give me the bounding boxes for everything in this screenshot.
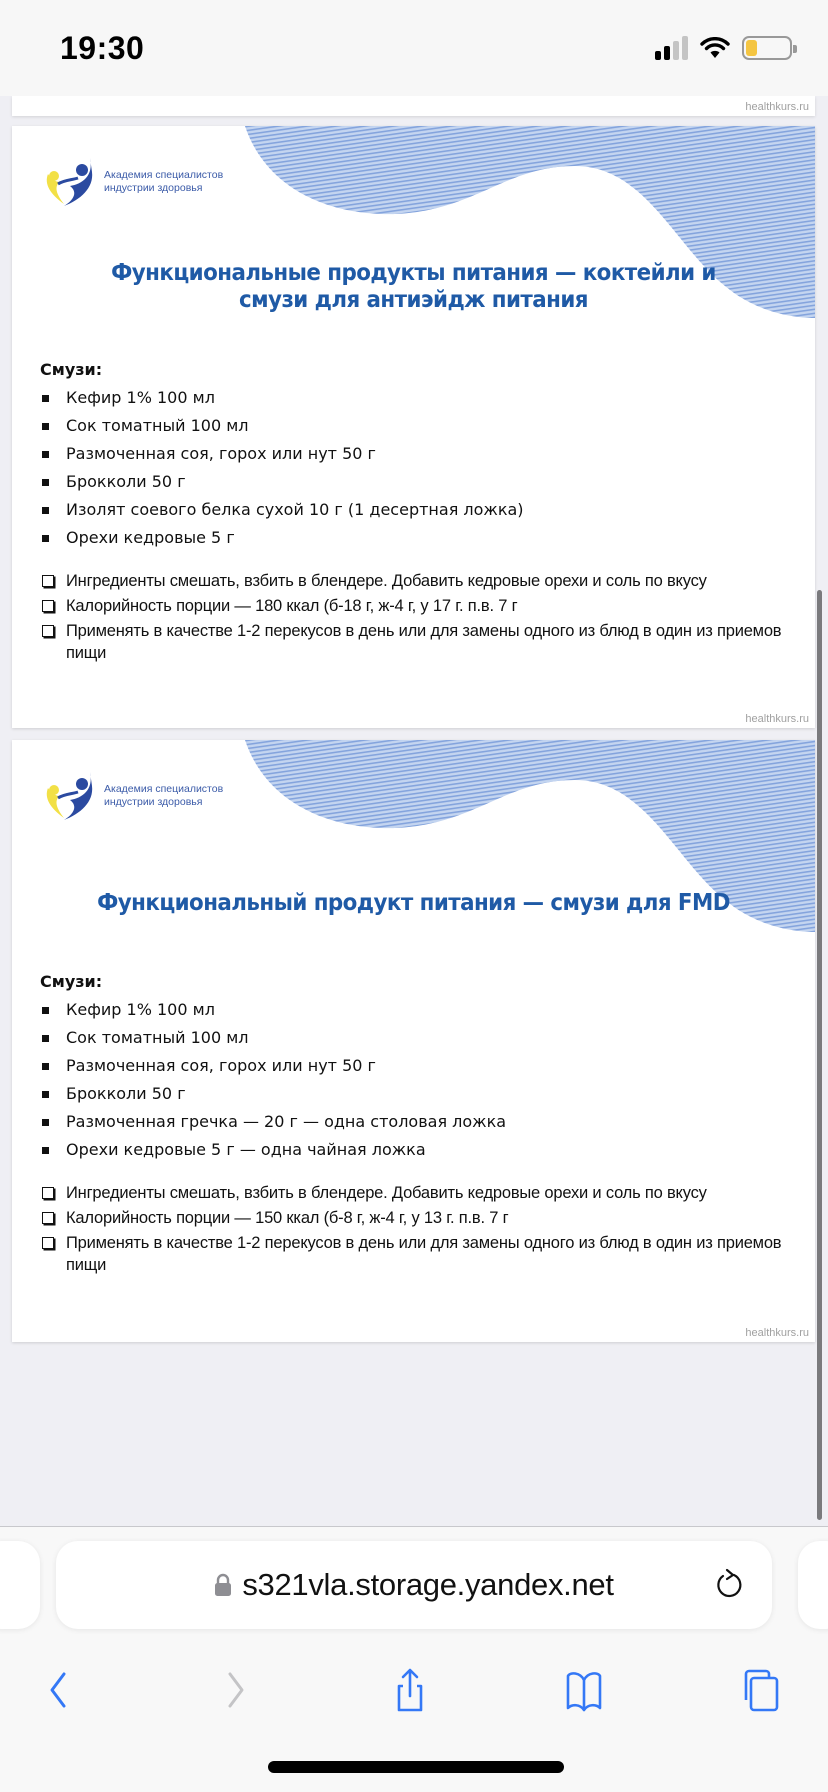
section-heading: Смузи: [40, 972, 103, 991]
signal-bar [655, 51, 661, 60]
ingredient-text: Изолят соевого белка сухой 10 г (1 десертная ложка) [66, 500, 524, 519]
bullet-square-icon [42, 535, 49, 542]
logo-text [104, 169, 223, 195]
bullet-square-icon [42, 1007, 49, 1014]
note-text: Ингредиенты смешать, взбить в блендере. Добавить кедровые орехи и соль по вкусу [66, 1184, 707, 1202]
ingredient-item [40, 468, 810, 496]
slide-title-line1: Функциональный продукт питания — смузи для FMD [97, 890, 730, 916]
bullet-square-icon [42, 1147, 49, 1154]
ingredient-text: Орехи кедровые 5 г [66, 528, 235, 547]
notes-list [40, 570, 810, 664]
status-icons [655, 36, 792, 60]
logo-line2: индустрии здоровья [104, 182, 203, 194]
wifi-icon [700, 37, 730, 59]
note-item [40, 1232, 810, 1276]
scrollbar[interactable] [817, 590, 822, 1520]
status-bar [0, 0, 828, 96]
lock-icon [214, 1573, 232, 1597]
ingredient-text: Брокколи 50 г [66, 1084, 186, 1103]
ingredient-item [40, 1080, 810, 1108]
note-item [40, 570, 810, 592]
ingredient-text: Орехи кедровые 5 г — одна чайная ложка [66, 1140, 426, 1159]
battery-fill [746, 40, 757, 56]
ingredient-text: Сок томатный 100 мл [66, 416, 249, 435]
smoothie-recipe [40, 972, 810, 1279]
bullet-square-icon [42, 395, 49, 402]
ingredient-item [40, 1052, 810, 1080]
ingredient-text: Размоченная соя, горох или нут 50 г [66, 1056, 376, 1075]
address-bar[interactable] [56, 1541, 772, 1629]
slide-fmd-smoothie [12, 740, 815, 1342]
section-heading: Смузи: [40, 360, 103, 379]
watermark: healthkurs.ru [745, 713, 809, 725]
note-text: Применять в качестве 1-2 перекусов в день или для замены одного из блюд в один из приемов пищи [66, 1234, 782, 1274]
ingredient-text: Кефир 1% 100 мл [66, 388, 215, 407]
note-item [40, 1182, 810, 1204]
ingredient-item [40, 1024, 810, 1052]
checkbox-bullet-icon [42, 575, 54, 587]
forward-button[interactable] [206, 1655, 266, 1725]
notes-list [40, 1182, 810, 1276]
signal-bar [664, 46, 670, 60]
ingredient-text: Размоченная гречка — 20 г — одна столовая ложка [66, 1112, 507, 1131]
logo-line1: Академия специалистов [104, 783, 224, 795]
ingredient-text: Сок томатный 100 мл [66, 1028, 249, 1047]
bullet-square-icon [42, 507, 49, 514]
share-icon [386, 1664, 434, 1716]
share-button[interactable] [380, 1655, 440, 1725]
ingredient-list [40, 996, 810, 1164]
note-item [40, 1207, 810, 1229]
url-text: s321vla.storage.yandex.net [242, 1567, 614, 1602]
bullet-square-icon [42, 479, 49, 486]
bullet-square-icon [42, 1091, 49, 1098]
ingredient-item [40, 412, 810, 440]
note-text: Ингредиенты смешать, взбить в блендере. Добавить кедровые орехи и соль по вкусу [66, 572, 707, 590]
ingredient-list [40, 384, 810, 552]
ingredient-item [40, 1136, 810, 1164]
note-text: Калорийность порции — 180 ккал (б-18 г, ж-4 г, у 17 г. п.в. 7 г [66, 597, 518, 615]
slide-antiage-smoothie [12, 126, 815, 728]
logo-text [104, 783, 223, 809]
slide-title [40, 890, 787, 917]
slide-title-line2: смузи для антиэйдж питания [239, 287, 588, 313]
bullet-square-icon [42, 1119, 49, 1126]
bookmarks-button[interactable] [554, 1655, 614, 1725]
academy-logo [42, 768, 223, 824]
note-item [40, 620, 810, 664]
book-icon [560, 1664, 608, 1716]
note-text: Калорийность порции — 150 ккал (б-8 г, ж-4 г, у 13 г. п.в. 7 г [66, 1209, 509, 1227]
chevron-right-icon [212, 1664, 260, 1716]
cellular-signal-icon [655, 36, 688, 60]
logo-line2: индустрии здоровья [104, 796, 203, 808]
watermark: healthkurs.ru [745, 101, 809, 113]
watermark: healthkurs.ru [745, 1327, 809, 1339]
checkbox-bullet-icon [42, 600, 54, 612]
bullet-square-icon [42, 423, 49, 430]
tabs-icon [736, 1664, 784, 1716]
logo-line1: Академия специалистов [104, 169, 224, 181]
chevron-left-icon [34, 1664, 82, 1716]
bullet-square-icon [42, 451, 49, 458]
ingredient-item [40, 384, 810, 412]
ingredient-item [40, 440, 810, 468]
smoothie-recipe [40, 360, 810, 667]
checkbox-bullet-icon [42, 1237, 54, 1249]
back-button[interactable] [28, 1655, 88, 1725]
ingredient-text: Размоченная соя, горох или нут 50 г [66, 444, 376, 463]
academy-logo [42, 154, 223, 210]
battery-icon [742, 36, 792, 60]
ingredient-item [40, 1108, 810, 1136]
slide-title [40, 260, 787, 314]
web-content[interactable] [0, 96, 828, 1526]
tabs-button[interactable] [730, 1655, 790, 1725]
note-item [40, 595, 810, 617]
signal-bar [682, 36, 688, 60]
next-tab-peek[interactable] [798, 1541, 828, 1629]
academy-logo-icon [42, 768, 98, 824]
academy-logo-icon [42, 154, 98, 210]
note-text: Применять в качестве 1-2 перекусов в день или для замены одного из блюд в один из приемов пищи [66, 622, 782, 662]
battery-nub [793, 45, 797, 53]
signal-bar [673, 41, 679, 60]
checkbox-bullet-icon [42, 1212, 54, 1224]
previous-slide-bottom [12, 96, 815, 116]
slide-title-line1: Функциональные продукты питания — коктейли и [111, 260, 716, 286]
bullet-square-icon [42, 1063, 49, 1070]
browser-toolbar [0, 1526, 828, 1792]
ingredient-text: Кефир 1% 100 мл [66, 1000, 215, 1019]
ingredient-item [40, 496, 810, 524]
ingredient-text: Брокколи 50 г [66, 472, 186, 491]
ingredient-item [40, 996, 810, 1024]
home-indicator[interactable] [268, 1761, 564, 1773]
bullet-square-icon [42, 1035, 49, 1042]
previous-tab-peek[interactable] [0, 1541, 40, 1629]
ingredient-item [40, 524, 810, 552]
reload-icon[interactable] [712, 1567, 748, 1603]
checkbox-bullet-icon [42, 1187, 54, 1199]
navigation-row [0, 1655, 828, 1725]
status-time: 19:30 [60, 30, 145, 66]
checkbox-bullet-icon [42, 625, 54, 637]
